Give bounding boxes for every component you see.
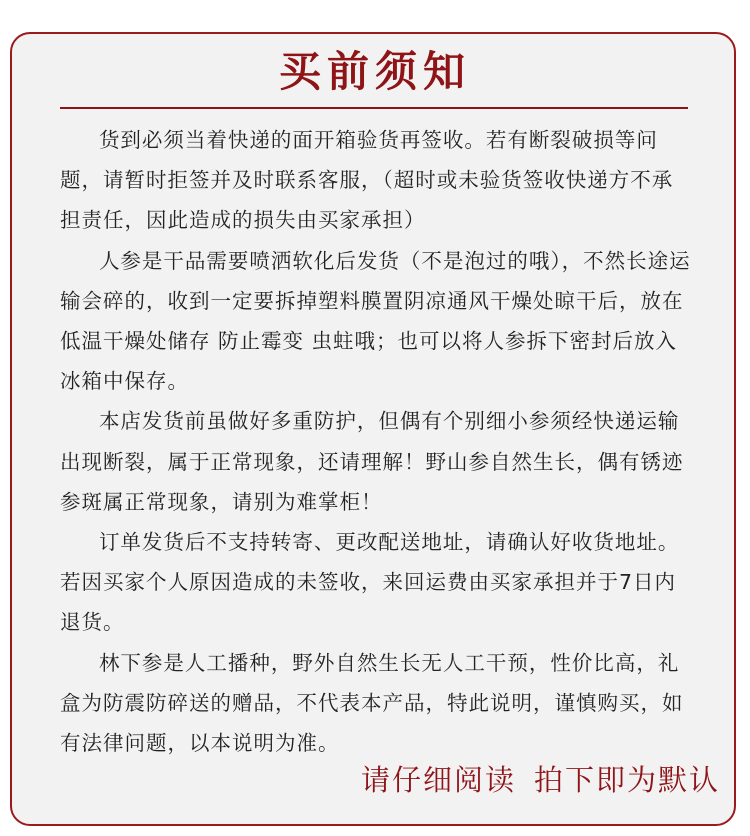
paragraph-storage: 人参是干品需要喷洒软化后发货（不是泡过的哦），不然长途运输会碎的，收到一定要拆掉塑料膜置阴凉通风干燥处晾干后，放在低温干燥处储存 防止霉变 虫蛀哦；也可以将人参拆下密封后放入冰箱中保存。 <box>60 248 691 394</box>
paragraph-product-note: 林下参是人工播种，野外自然生长无人工干预，性价比高，礼盒为防震防碎送的赠品，不代表本产品，特此说明，谨慎购买，如有法律问题，以本说明为准。 <box>60 650 684 756</box>
footer-note <box>361 758 720 802</box>
paragraph-inspection: 货到必须当着快递的面开箱验货再签收。若有断裂破损等问题，请暂时拒签并及时联系客服，（超时或未验货签收快递方不承担责任，因此造成的损失由买家承担） <box>60 128 674 233</box>
default-note: 拍下即为默认 <box>533 763 720 797</box>
paragraph-address-change: 订单发货后不支持转寄、更改配送地址，请确认好收货地址。若因买家个人原因造成的未签收，来回运费由买家承担并于7日内退货。 <box>60 530 680 635</box>
read-note: 请仔细阅读 <box>360 763 516 797</box>
notice-body <box>60 120 692 763</box>
page-title: 买前须知 <box>278 47 471 96</box>
paragraph-shipping-damage: 本店发货前虽做好多重防护，但偶有个别细小参须经快递运输出现断裂，属于正常现象，还请理解！野山参自然生长，偶有锈迹参斑属正常现象，请别为难掌柜！ <box>60 409 684 514</box>
title-divider <box>60 107 688 109</box>
